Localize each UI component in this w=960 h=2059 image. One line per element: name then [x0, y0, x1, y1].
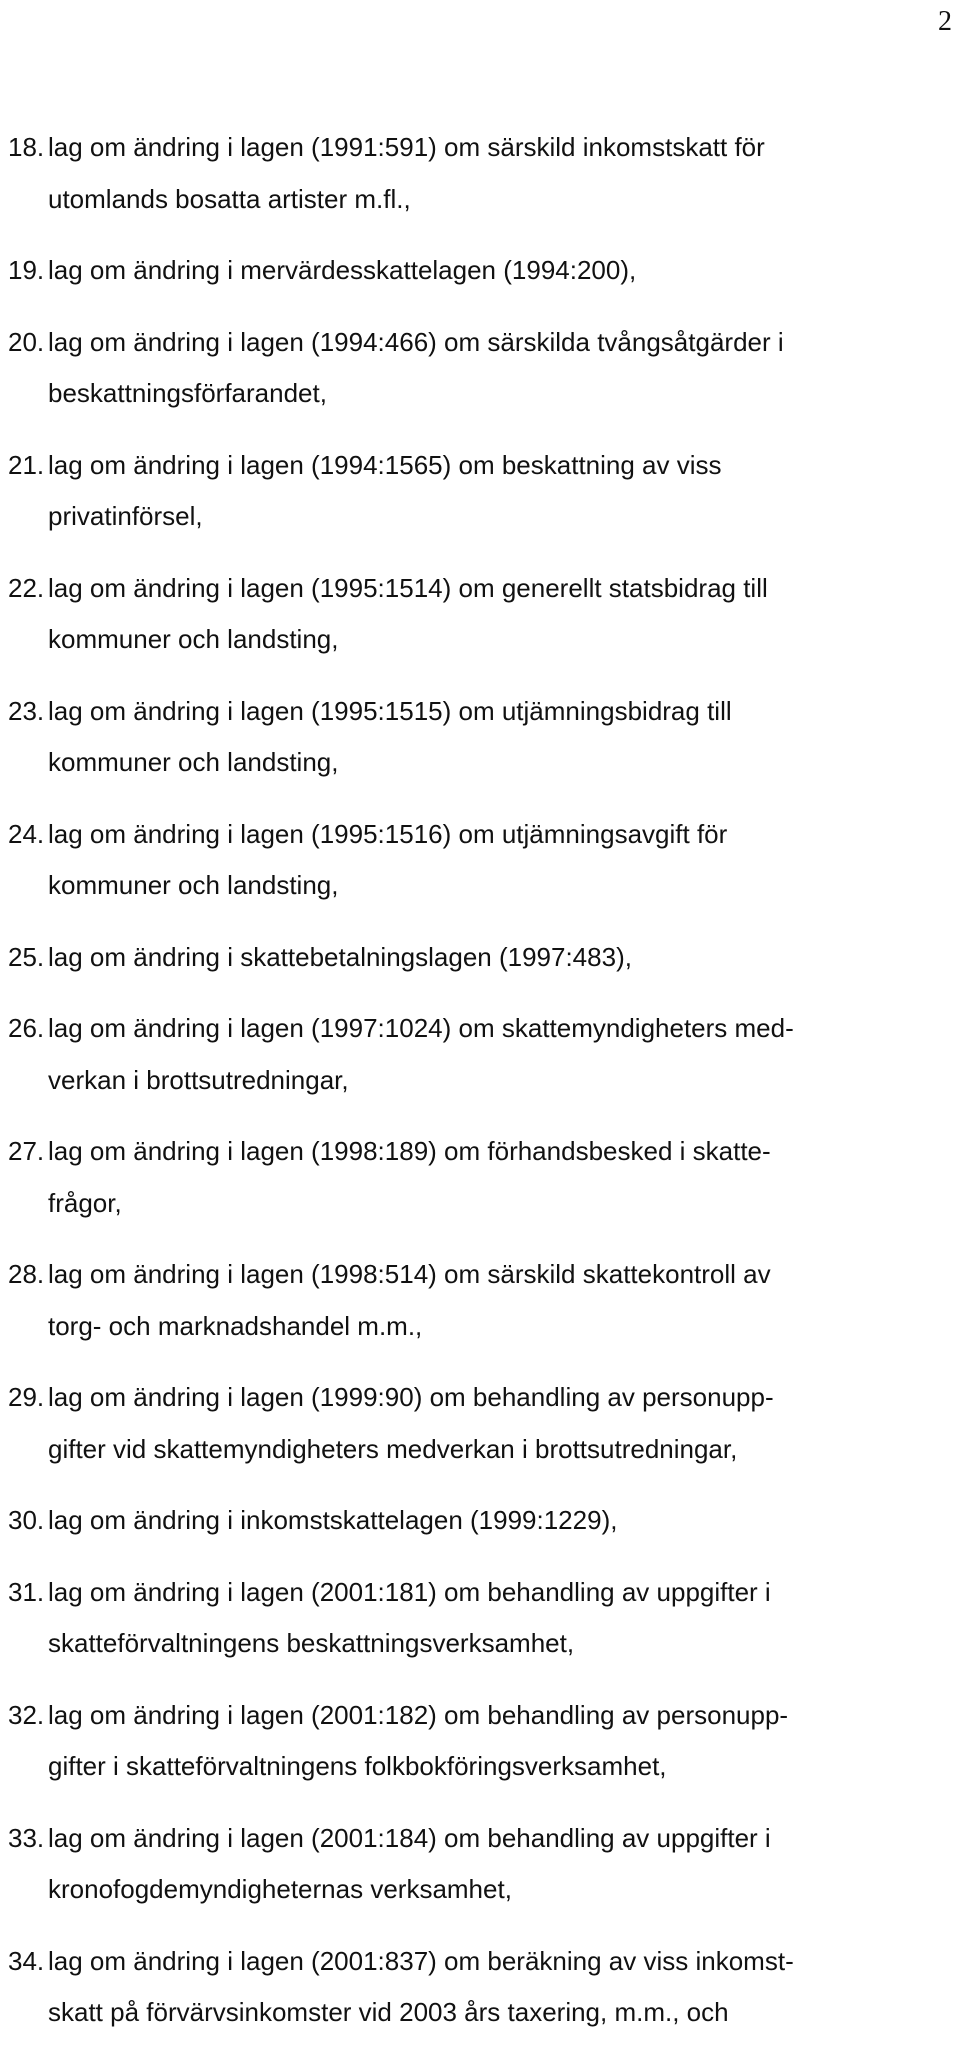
- item-line: lag om ändring i lagen (2001:837) om beräkning av viss inkomst-: [48, 1945, 794, 1976]
- list-item: [8, 1813, 928, 1916]
- item-line: lag om ändring i inkomstskattelagen (1999:1229),: [48, 1505, 618, 1535]
- item-number: 31.: [8, 1576, 45, 1607]
- item-line: lag om ändring i lagen (1995:1515) om utjämningsbidrag till: [48, 695, 732, 726]
- list-item: [8, 1495, 928, 1547]
- item-line: kommuner och landsting,: [48, 747, 339, 777]
- list-item: [8, 122, 928, 225]
- item-number: 29.: [8, 1382, 45, 1412]
- list-item: [8, 1003, 928, 1106]
- item-number: 33.: [8, 1822, 45, 1853]
- item-text: [48, 809, 928, 912]
- item-line: lag om ändring i lagen (1991:591) om särskild inkomstskatt för: [48, 132, 765, 162]
- item-line: lag om ändring i lagen (1994:1565) om beskattning av viss: [48, 449, 722, 480]
- item-line: lag om ändring i mervärdesskattelagen (1994:200),: [48, 255, 637, 285]
- list-item: [8, 809, 928, 912]
- item-number: 19.: [8, 255, 45, 285]
- list-item: [8, 245, 928, 297]
- item-number: 32.: [8, 1699, 45, 1730]
- item-line: lag om ändring i lagen (1998:514) om särskild skattekontroll av: [48, 1259, 771, 1289]
- item-line: lag om ändring i lagen (1998:189) om förhandsbesked i skatte-: [48, 1136, 771, 1166]
- item-line: privatinförsel,: [48, 501, 203, 531]
- item-text: [48, 932, 928, 984]
- item-number: 18.: [8, 132, 45, 162]
- item-number: 27.: [8, 1136, 45, 1166]
- item-number: 25.: [8, 941, 45, 972]
- item-text: [48, 1372, 928, 1475]
- item-line: skatteförvaltningens beskattningsverksamhet,: [48, 1628, 575, 1658]
- item-line: lag om ändring i lagen (2001:181) om behandling av uppgifter i: [48, 1576, 771, 1607]
- law-amendment-list: [8, 122, 928, 2059]
- item-number: 20.: [8, 326, 45, 357]
- item-line: kommuner och landsting,: [48, 870, 339, 900]
- item-line: frågor,: [48, 1187, 122, 1218]
- item-line: kronofogdemyndigheternas verksamhet,: [48, 1874, 512, 1904]
- item-line: skatt på förvärvsinkomster vid 2003 års taxering, m.m., och: [48, 1997, 729, 2027]
- list-item: [8, 1567, 928, 1670]
- item-line: gifter i skatteförvaltningens folkbokföringsverksamhet,: [48, 1751, 667, 1781]
- item-text: [48, 686, 928, 789]
- item-line: gifter vid skattemyndigheters medverkan i brottsutredningar,: [48, 1433, 738, 1464]
- list-item: [8, 932, 928, 984]
- item-number: 26.: [8, 1013, 45, 1043]
- item-text: [48, 440, 928, 543]
- item-line: lag om ändring i lagen (1999:90) om behandling av personupp-: [48, 1382, 774, 1412]
- list-item: [8, 686, 928, 789]
- item-text: [48, 563, 928, 666]
- item-number: 22.: [8, 572, 45, 603]
- item-line: lag om ändring i lagen (1994:466) om särskilda tvångsåtgärder i: [48, 326, 784, 357]
- item-number: 28.: [8, 1259, 45, 1289]
- item-number: 23.: [8, 695, 45, 726]
- list-item: [8, 563, 928, 666]
- item-line: lag om ändring i lagen (2001:182) om behandling av personupp-: [48, 1699, 789, 1730]
- item-line: beskattningsförfarandet,: [48, 378, 327, 408]
- item-line: lag om ändring i lagen (1995:1514) om generellt statsbidrag till: [48, 572, 768, 603]
- item-number: 21.: [8, 449, 45, 480]
- item-text: [48, 1813, 928, 1916]
- item-text: [48, 245, 928, 297]
- item-text: [48, 1495, 928, 1547]
- item-line: verkan i brottsutredningar,: [48, 1064, 349, 1095]
- item-text: [48, 1690, 928, 1793]
- item-text: [48, 1003, 928, 1106]
- list-item: [8, 1372, 928, 1475]
- item-line: lag om ändring i lagen (1997:1024) om skattemyndigheters med-: [48, 1013, 794, 1043]
- item-number: 24.: [8, 818, 45, 849]
- item-line: lag om ändring i lagen (2001:184) om behandling av uppgifter i: [48, 1822, 771, 1853]
- item-number: 34.: [8, 1945, 45, 1976]
- item-line: lag om ändring i skattebetalningslagen (1997:483),: [48, 941, 632, 972]
- item-text: [48, 1249, 928, 1352]
- list-item: [8, 1936, 928, 2039]
- list-item: [8, 317, 928, 420]
- item-text: [48, 1126, 928, 1229]
- item-text: [48, 1936, 928, 2039]
- list-item: [8, 1690, 928, 1793]
- item-line: utomlands bosatta artister m.fl.,: [48, 183, 411, 214]
- list-item: [8, 440, 928, 543]
- item-line: kommuner och landsting,: [48, 624, 339, 654]
- item-line: torg- och marknadshandel m.m.,: [48, 1310, 423, 1341]
- item-text: [48, 1567, 928, 1670]
- list-item: [8, 1126, 928, 1229]
- item-text: [48, 122, 928, 225]
- list-item: [8, 1249, 928, 1352]
- page-number: 2: [938, 6, 952, 37]
- item-number: 30.: [8, 1505, 45, 1535]
- item-line: lag om ändring i lagen (1995:1516) om utjämningsavgift för: [48, 818, 728, 849]
- item-text: [48, 317, 928, 420]
